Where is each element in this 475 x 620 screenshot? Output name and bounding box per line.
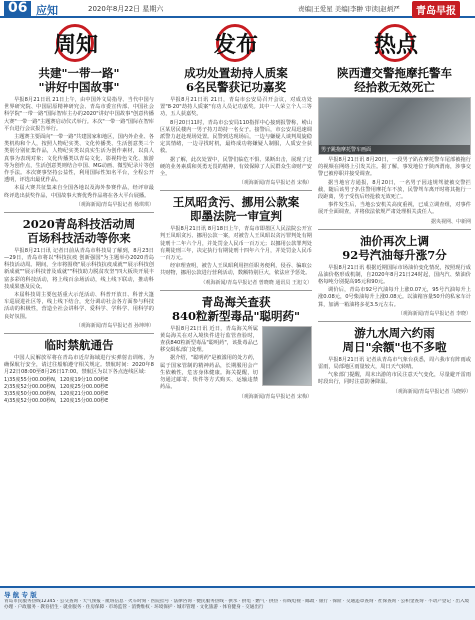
paragraph: 早报8月21日讯 21日上午，由中国外文局指导、当代中国与世界研究院、中国屈原精神研究会、青岛市委宣传部、中国社会科学院"一带一路"国际智库主办的2020"讲好中国故事"创意传播大赛"一带一路"主题赛启动仪式举行。本次"一带一路"国际在智库平台进行会议报告举行。 (4, 97, 154, 132)
divider (318, 229, 471, 230)
coordinate-item: 4)35度52分00.00秒N，120度15分00.00秒E (4, 398, 109, 405)
stamp-label: 周知 (54, 32, 99, 58)
divider (318, 321, 471, 322)
article-fuel-price (318, 234, 471, 317)
section-stamp (4, 22, 154, 66)
section-name: 应知 (36, 4, 58, 17)
column-right (318, 22, 471, 395)
headline-line2: 6名民警获记功嘉奖 (185, 80, 286, 94)
headline: 临时禁航通告 (44, 337, 114, 352)
headline-line1: 成功处置劫持人质案 (184, 66, 288, 80)
headline-line2: 百场科技活动等你来 (27, 230, 131, 245)
section-stamp (160, 22, 312, 66)
article-credit: （观海新闻/青岛早报记者 马晓婷） (392, 388, 471, 395)
divider (160, 190, 312, 191)
paragraph: 早报8月21日讯 记者日前从青岛市科技局了解到，8月23日—29日，青岛市将以"科技抗疫 创新强国"为主题举办2020青岛科技活动周。期间，全市将围绕"展示科技抗疫成就""展示科技创新成就""展示科技普及成就""科技助力脱贫攻坚"四大板块开展丰富多彩的科技活动，将上线百余场活动，线上线下联动，推动科技成果惠及民众。 (4, 247, 154, 290)
photo-caption: 男子跳拖摩托警车画面 (319, 145, 470, 154)
headline-line1: 王凤昭贪污、挪用公款案 (172, 195, 300, 210)
paragraph: 本届科技周主要包括重大示范活动、科普开放日、科普大篷车巡展进社区等，线上线下结合，充分调动社会各方面参与科技活动的积极性，营造全社会讲科学、爱科学、学科学、用科学的良好氛围。 (4, 292, 154, 320)
page-header (0, 0, 475, 18)
article-credit: （观海新闻/青岛早报记者 李晓） (397, 310, 471, 317)
editor-credits: 责编|王爱星 美编|李翀 审读|赵炳严 (298, 5, 400, 13)
article-credit: （观海新闻/青岛早报记者 孙坤坤） (75, 322, 154, 329)
paragraph: 据了解，此次处置中，民警们临危不惧、果断出击，展现了过硬的业务素质和英勇无畏的精神，有效保障了人民群众生命财产安全。 (160, 156, 312, 178)
article-credit: （观海新闻/青岛早报记者 杨琪琪） (75, 201, 154, 208)
paragraph: 早报8月21日讯 根据近期国际市场油价变化情况，按照现行成品油价格形成机制，自2020年8月21日24时起，国内汽、柴油价格每吨分别提高95元和90元。 (318, 264, 471, 286)
article-hostage-case (160, 66, 312, 186)
divider (4, 333, 154, 334)
masthead-logo: 青岛早报 (412, 1, 460, 18)
article-credit: （观海新闻/青岛早报记者 曾晓晓 通讯员 王旭文） (200, 279, 312, 286)
paragraph: 本届大赛共征集来自全国各地以及海外参赛作品，经评审最终评选出获奖作品，中国故事大赛优秀作品将在各大平台展播。 (4, 185, 154, 199)
paragraph: 事件发生后，当地公安机关高度重视，已成立调查组，对事件展开全面调查，并将依法依规严肃处理相关责任人。 (318, 202, 471, 216)
headline-line2: 840粒新型毒品"聪明药" (172, 308, 300, 323)
article-science-week (4, 217, 154, 329)
divider (160, 290, 312, 291)
paragraph: 据当地官方通报，8月20日，一名男子因违规驾驶被交警拦截，随后该男子扒住警用摩托车不放，民警驾车离开时将其拖行一段距离，男子受伤后经抢救无效死亡。 (318, 179, 471, 201)
headline-line1: 陕西遭交警拖摩托警车 (337, 66, 452, 80)
headline-line2: "讲好中国故事" (38, 80, 120, 94)
paragraph: 早报8月21日讯 8月20日，一段男子趴在摩托警车尾部被拖行的视频在网络上引发关注。据了解，事发地位于陕西渭南，涉事交警已被停职并接受调查。 (318, 157, 471, 178)
banner-title: 导 航 专 版 (4, 591, 37, 599)
section-stamp (318, 22, 471, 66)
pills-photo (262, 326, 312, 386)
article-traffic-police (318, 66, 471, 225)
coordinate-item: 2)35度52分00.00秒N，120度25分00.00秒E (4, 384, 109, 391)
article-belt-road (4, 66, 154, 208)
article-navigation-ban (4, 338, 154, 406)
news-photo (318, 97, 471, 155)
article-embezzlement (160, 195, 312, 285)
coordinate-item: 1)35度55分00.00秒N，120度19分10.00秒E (4, 377, 109, 384)
headline-line2: 92号汽油每升涨7分 (342, 247, 447, 262)
article-credit: （观海新闻/青岛早报记者 宋梅） (238, 180, 312, 187)
column-left (4, 22, 154, 405)
banner-text: 青岛市民服务热线12345 · 公交查询 · 天气预报 · 航班信息 · 火车时刻 · 医院挂号 · 法律咨询 · 便民服务热线 · 供水 · 供电 · 燃气 · 供热 · 有线电视 · 邮政 · 银行 · 保险 · 交通违章查询 · 社保查询 · 公积金查询 · 不动产登记 · 出入境办理 · 户政服务 · 教育招生 · 就业服务 · 住房保障 · 市场监管 · 消费维权 · 环境保护 · 城市管理 · 文化旅游 · 体育健身 · 交通出行 (4, 599, 470, 611)
divider (4, 212, 154, 213)
bottom-service-banner (0, 586, 475, 620)
stamp-label: 发布 (214, 32, 259, 58)
paragraph: 气象部门提醒，周末出游的市民注意天气变化，尽量避开雷雨时段出行，同时注意防暑降温。 (318, 372, 471, 386)
paragraph: 早报8月21日讯 21日，青岛市公安局召开会议，对成功处置"8·20"劫持人质案"有功人员记功嘉奖。其中一人荣立个人三等功，五人获嘉奖。 (160, 97, 312, 118)
paragraph: 早报8月21日讯 8月18日上午，青岛市即墨区人民法院公开宣判王凤昭贪污、挪用公款一案，对被告人王凤昭以贪污罪判处有期徒刑十二年六个月，并处罚金人民币一百万元；以挪用公款罪判处有期徒刑三年，决定执行有期徒刑十四年六个月，并处罚金人民币一百万元。 (160, 226, 312, 262)
paragraph: 8月20日11时，青岛市公安局110指挥中心接到报警称，崂山区某居民楼内一男子持刀劫持一名女子。接警后，市公安局迅速调派警力赶赴现场处置。民警到达现场后，一边与嫌疑人谈判周旋稳定其情绪，一边寻找时机，最终成功将嫌疑人制服，人质安全获救。 (160, 119, 312, 155)
coordinate-item: 3)35度50分00.00秒N，120度21分00.00秒E (4, 391, 109, 398)
headline-line1: 青岛海关查获 (201, 294, 271, 309)
headline-line1: 共建"一带一路" (38, 66, 120, 80)
article-credit: （观海新闻/青岛早报记者 宋梅） (238, 394, 312, 401)
paragraph: 主题赛主要面向"一带一路"共建国家和地区，国内外企业、各类机构和个人，按照人物纪实类、文化传播类、生活创意类三个类别分别征集作品，人物纪实类以真实生活为创作素材，以真人真事为表现对象；文化传播类以青岛文化、影视特色文化、旅游等为创作点，生活创意类则结合中国、MG动画、微型纪录片等创作手法。本次赛事坚持公益性，利用国际性知名平台，全程公开透明，评选出最优作品。 (4, 134, 154, 184)
article-credit: 据央视网、中新网 (430, 218, 471, 225)
paragraph: 早报8月21日讯 记者从青岛市气象台获悉，周六我市有阵雨或雷雨，局部地区雨量较大，周日天气转晴。 (318, 356, 471, 371)
headline-line2: 经拾救无效死亡 (354, 80, 435, 94)
headline-line1: 游九水周六约雨 (354, 325, 435, 340)
headline-line2: 即墨法院一审宣判 (190, 209, 282, 224)
issue-date: 2020年8月22日 星期六 (88, 5, 164, 13)
page-number: 06 (4, 1, 31, 16)
paragraph: 调价后，青岛市92号汽油每升上涨0.07元，95号汽油每升上涨0.08元，0号柴油每升上涨0.08元。以油箱容量50升的私家车计算，加满一箱油将多花3.5元左右。 (318, 287, 471, 308)
headline-line1: 2020青岛科技活动周 (22, 216, 136, 231)
paragraph: 中国人民解放军将在青岛市近岸海域进行实弹射击训练，为确保航行安全，请过往船舶遵守相关规定。禁航时间：2020年8月22日08:00至8月26日17:00。禁航区为以下各点连线区域： (4, 354, 154, 376)
coordinate-list (4, 377, 154, 405)
article-customs-drugs (160, 295, 312, 401)
article-weather (318, 326, 471, 395)
stamp-label: 热点 (374, 32, 419, 58)
paragraph: 早报8月21日讯 近日，青岛海关所属黄岛海关在对入境快件进行监管查验时，查获840粒新型毒品"聪明药"，该批毒品已移交缉私部门处理。 (160, 325, 258, 354)
headline-line2: 周日"余额"也不多啦 (342, 339, 447, 354)
paragraph: 经审理查明，被告人王凤昭利用担任职务便利，侵吞、骗取公共财物，挪用公款进行营利活动，数额特别巨大，依法应予惩处。 (160, 263, 312, 277)
headline-line1: 油价再次上调 (360, 233, 429, 248)
column-middle (160, 22, 312, 400)
paragraph: 据介绍，"聪明药"是被滥用的处方药，属于国家管制的精神药品，长期服用会产生依赖性，危害身体健康。海关提醒，切勿通过邮寄、快件等方式购买、运输违禁药品。 (160, 355, 258, 391)
